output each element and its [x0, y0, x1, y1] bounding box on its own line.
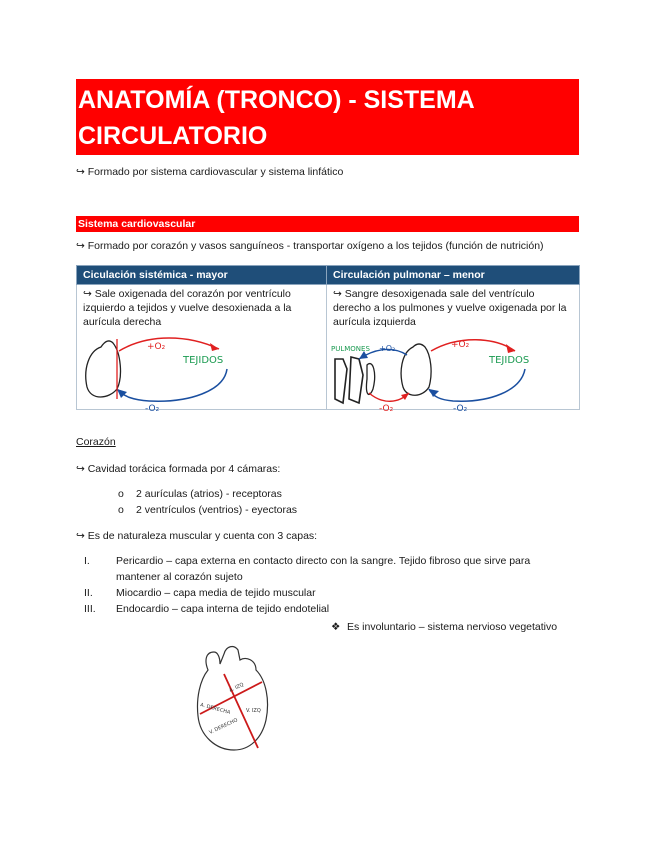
bullet-icon: o: [118, 488, 124, 500]
label-minus-o2-a: -O₂: [379, 404, 394, 411]
layer-item: [84, 555, 530, 567]
label-tejidos: TEJIDOS: [183, 355, 224, 366]
layers-intro-text: ↪ Es de naturaleza muscular y cuenta con 3 capas:: [76, 530, 318, 542]
cardiovascular-description: ↪ Formado por corazón y vasos sanguíneos - transportar oxígeno a los tejidos (función de nutrición): [76, 240, 544, 252]
label-plus-o2-small: +O₂: [379, 344, 396, 353]
layer-text: Pericardio – capa externa en contacto directo con la sangre. Tejido fibroso que sirve para: [116, 555, 531, 567]
oxygenated-arrow: [119, 338, 219, 351]
label-plus-o2: +O₂: [451, 340, 470, 350]
circulation-table: [76, 265, 580, 410]
deoxygenated-arrow: [429, 369, 525, 401]
sistemica-line-1: ↪ Sale oxigenada del corazón por ventrículo: [83, 288, 291, 300]
pulmonar-line-2: derecho a los pulmones y vuelve oxigenada por la: [333, 302, 567, 314]
table-header-pulmonar: Circulación pulmonar – menor: [327, 266, 580, 285]
oxygenated-arrow: [431, 340, 515, 351]
chamber-text: 2 aurículas (atrios) - receptoras: [136, 488, 282, 500]
label-plus-o2: +O₂: [147, 342, 166, 352]
label-ventriculo-derecho: V. DERECHO: [208, 717, 239, 736]
heart-outline-icon: [197, 647, 267, 750]
intro-text: ↪ Formado por sistema cardiovascular y sistema linfático: [76, 166, 344, 178]
chamber-item: [118, 504, 297, 516]
table-cell-sistemica: [77, 285, 327, 410]
diamond-bullet-icon: ❖: [331, 621, 341, 633]
label-pulmones: PULMONES: [331, 345, 370, 353]
layer-number: III.: [84, 603, 96, 615]
label-auricula-izq: A. IZQ: [228, 681, 245, 694]
section-heading-cardiovascular: Sistema cardiovascular: [76, 216, 579, 232]
page-title: ANATOMÍA (TRONCO) - SISTEMA CIRCULATORIO: [76, 79, 579, 155]
layer-number: II.: [84, 587, 93, 599]
lung-right-icon: [349, 357, 363, 403]
pulmonar-line-3: aurícula izquierda: [333, 316, 416, 328]
table-header-sistemica: Ciculación sistémica - mayor: [77, 266, 327, 285]
deoxygenated-arrow: [117, 369, 227, 401]
label-tejidos: TEJIDOS: [489, 355, 530, 366]
heart-chambers-diagram: [190, 640, 280, 755]
layer-item: [84, 603, 329, 615]
chamber-text: 2 ventrículos (ventrios) - eyectoras: [136, 504, 298, 516]
layer-item-continuation: mantener al corazón sujeto: [116, 571, 243, 583]
corazon-cavity-text: ↪ Cavidad torácica formada por 4 cámaras:: [76, 463, 281, 475]
label-ventriculo-izq: V. IZQ: [246, 708, 261, 714]
lung-left-icon: [335, 359, 347, 403]
involuntary-note: [331, 621, 557, 633]
layer-text: Miocardio – capa media de tejido muscular: [116, 587, 316, 599]
label-minus-o2-b: -O₂: [453, 404, 468, 411]
sistemica-line-2: izquierdo a tejidos y vuelve desoxienada a la: [83, 302, 292, 314]
table-cell-pulmonar: [327, 285, 580, 410]
systemic-circulation-diagram: [79, 329, 319, 411]
layer-number: I.: [84, 555, 90, 567]
heart-sketch-icon: [86, 341, 121, 397]
heart-sketch-icon: [401, 344, 431, 395]
note-text: Es involuntario – sistema nervioso vegetativo: [347, 621, 558, 633]
layer-item: [84, 587, 316, 599]
label-auricula-derecha: A. DERECHA: [199, 702, 231, 716]
label-minus-o2: -O₂: [145, 404, 160, 411]
pulmonar-line-1: ↪ Sangre desoxigenada sale del ventrículo: [333, 288, 535, 300]
bullet-icon: o: [118, 504, 124, 516]
layer-text: Endocardio – capa interna de tejido endotelial: [116, 603, 330, 615]
chamber-item: [118, 488, 282, 500]
pulmonary-circulation-diagram: [329, 329, 573, 411]
sistemica-line-3: aurícula derecha: [83, 316, 162, 328]
corazon-heading: Corazón: [76, 436, 116, 448]
